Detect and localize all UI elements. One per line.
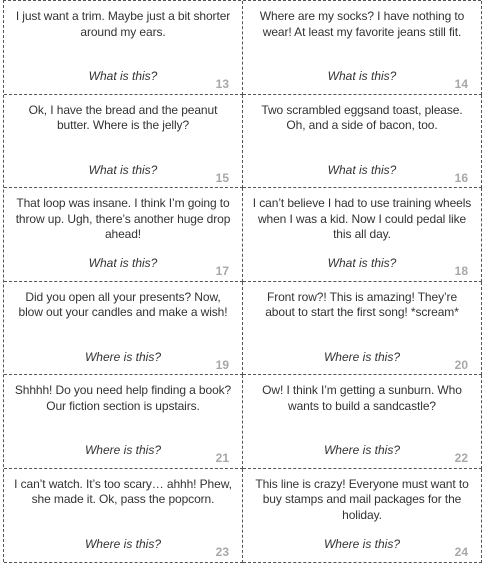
card-prompt-text: Front row?! This is amazing! They’re about to start the first song! *scream* (265, 289, 459, 320)
card-number: 23 (215, 544, 229, 559)
card-grid (3, 0, 481, 562)
task-card-22 (243, 375, 482, 469)
card-question: Where is this? (84, 443, 162, 458)
card-number: 13 (215, 77, 229, 91)
task-card-13 (4, 1, 243, 95)
task-card-17 (4, 188, 243, 282)
card-question: Where is this? (84, 349, 162, 364)
task-card-21 (4, 375, 243, 469)
task-card-19 (4, 282, 243, 376)
card-number: 20 (454, 357, 468, 372)
task-card-24 (243, 469, 482, 563)
card-number: 15 (215, 170, 229, 185)
card-question: What is this? (327, 69, 397, 83)
task-card-14 (243, 1, 482, 95)
card-question: What is this? (327, 162, 397, 177)
card-question: Where is this? (323, 536, 401, 551)
card-prompt-text: I just want a trim. Maybe just a bit shorter around my ears. (15, 9, 231, 39)
card-number: 14 (454, 77, 468, 91)
card-prompt-text: Shhhh! Do you need help finding a book? Our fiction section is upstairs. (14, 383, 232, 413)
task-card-20 (243, 282, 482, 376)
card-question: Where is this? (323, 349, 401, 364)
card-prompt-text: Two scrambled eggsand toast, please. Oh, and a side of bacon, too. (261, 102, 463, 133)
card-question: Where is this? (84, 536, 162, 551)
card-prompt-text: Ok, I have the bread and the peanut butter. Where is the jelly? (28, 102, 218, 133)
card-prompt-text: This line is crazy! Everyone must want to buy stamps and mail packages for the holiday. (255, 476, 469, 522)
task-card-23 (4, 469, 243, 563)
card-prompt-text: I can’t believe I had to use training wheels when I was a kid. Now I could pedal like this all day. (252, 196, 472, 242)
card-number: 18 (454, 264, 468, 279)
task-card-15 (4, 95, 243, 189)
card-prompt-text: Did you open all your presents? Now, blow out your candles and make a wish! (18, 289, 228, 320)
card-number: 21 (215, 451, 229, 466)
card-question: What is this? (88, 256, 158, 271)
card-prompt-text: Where are my socks? I have nothing to wear! At least my favorite jeans still fit. (259, 9, 465, 39)
card-question: What is this? (88, 162, 158, 177)
card-number: 24 (454, 544, 468, 559)
card-number: 19 (215, 357, 229, 372)
card-question: What is this? (327, 256, 397, 271)
card-prompt-text: That loop was insane. I think I’m going to throw up. Ugh, there’s another huge drop ahead! (15, 196, 231, 242)
card-prompt-text: I can’t watch. It’s too scary… ahhh! Phew, she made it. Ok, pass the popcorn. (14, 476, 232, 507)
card-prompt-text: Ow! I think I’m getting a sunburn. Who wants to build a sandcastle? (262, 383, 462, 413)
task-card-18 (243, 188, 482, 282)
card-question: What is this? (88, 69, 158, 83)
card-question: Where is this? (323, 443, 401, 458)
card-number: 16 (454, 170, 468, 185)
task-card-16 (243, 95, 482, 189)
card-number: 22 (454, 451, 468, 466)
card-number: 17 (215, 264, 229, 279)
